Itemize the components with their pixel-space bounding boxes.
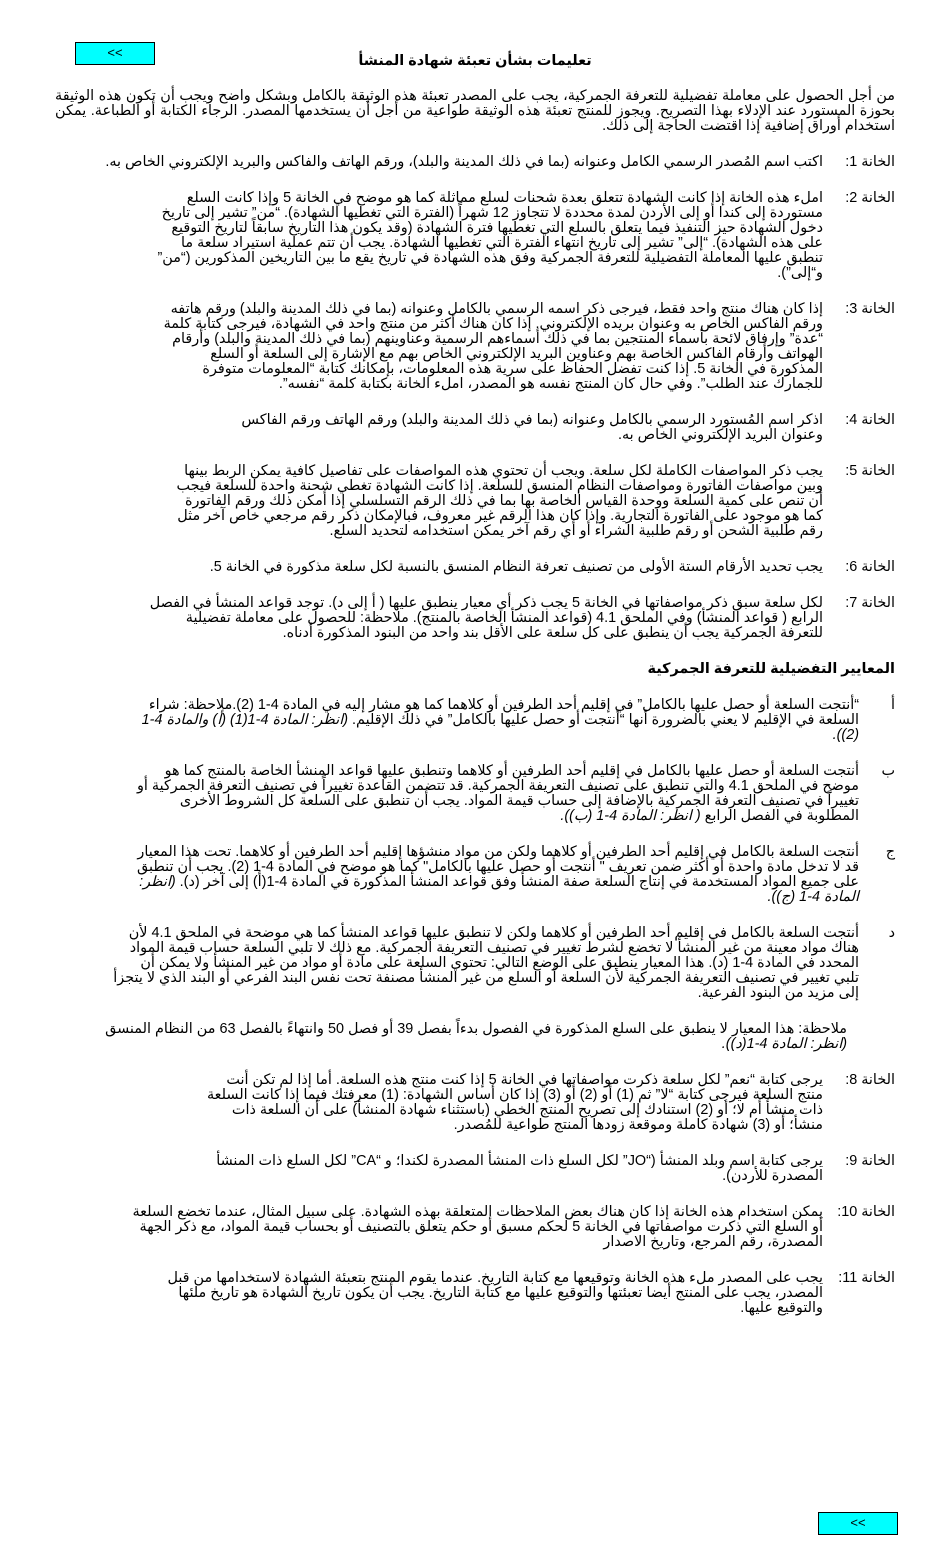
field-instruction xyxy=(55,1154,895,1184)
field-text: يجب تحديد الأرقام الستة الأولى من تصنيف تعرفة النظام المنسق بالنسبة لكل سلعة مذكورة في الخانة 5. xyxy=(209,559,823,575)
criterion-item xyxy=(55,845,895,905)
field-text: لكل سلعة سبق ذكر مواصفاتها في الخانة 5 يجب ذكر أي معيار ينطبق عليها ( أ إلى د). توجد قواعد المنشأ في الفصل الرابع ( قواعد المنشأ) وفي الملحق 4.1 (قواعد المنشأ الخاصة بالمنتج). ملاحظة: للحصول على معاملة تفضيلية للتعرفة الجمركية يجب أن ينطبق على كل سلعة على الأقل بند واحد من البنود المذكورة أدناه. xyxy=(149,595,823,641)
page-title: تعليمات بشأن تعبئة شهادة المنشأ xyxy=(358,53,592,69)
field-instruction xyxy=(55,596,895,641)
criteria-heading: المعايير التفضيلية للتعرفة الجمركية xyxy=(647,661,895,677)
field-instruction xyxy=(55,560,895,575)
field-text: إذا كان هناك منتج واحد فقط، فيرجى ذكر اسمه الرسمي بالكامل وعنوانه (بما في ذلك المدينة والبلد) ورقم هاتفه ورقم الفاكس الخاص به وعنوان بريده الإلكتروني. إذا كان هناك أكثر من منتج واحد في الشهادة، فيرجى كتابة كلمة “عدة” وإرفاق لائحة بأسماء المنتجين بما في ذلك أسماءهم الرسمية وعناوينهم (بما في ذلك المدينة والبلد) وأرقام الهواتف وأرقام الفاكس الخاصة بهم وعناوين البريد الإلكتروني الخاص بهم مع الإشارة إلى السلعة أو السلع المذكورة في الخانة 5. إذا كنت تفضل الحفاظ على سرية هذه المعلومات، بإمكانك كتابة “المعلومات متوفرة للجمارك عند الطلب”. وفي حال كان المنتج نفسه هو المصدر، املء الخانة بكتابة كلمة “نفسه”. xyxy=(163,301,823,392)
field-label: الخانة 3: xyxy=(845,301,895,317)
criteria-note xyxy=(55,1022,895,1052)
field-label: الخانة 2: xyxy=(845,190,895,206)
field-instruction xyxy=(55,155,895,170)
criterion-text: “أنتجت السلعة أو حصل عليها بالكامل” في إقليم أحد الطرفين أو كلاهما كما هو مشار إليه في المادة 4-1 (2).ملاحظة: شراء السلعة في الإقليم لا يعني بالضرورة أنها “أنتجت أو حصل عليها بالكامل” في ذلك الإقليم. xyxy=(148,697,859,728)
field-instruction xyxy=(55,1271,895,1316)
field-label: الخانة 11: xyxy=(838,1270,895,1286)
criteria-list xyxy=(55,698,895,1001)
field-instruction xyxy=(55,1073,895,1133)
field-text: املء هذه الخانة إذا كانت الشهادة تتعلق بعدة شحنات لسلع مماثلة كما هو موضح في الخانة 5 وإذا كانت السلع مستوردة إلى كندا أو إلى الأردن لمدة محددة لا تتجاوز 12 شهراً (الفترة التي تغطيها الشهادة). “من” تشير إلى تاريخ دخول الشهادة حيز التنفيذ فيما يتعلق بالسلع التي تغطيها فترة الشهادة (وقد يكون هذا التاريخ سابقاً لتاريخ التوقيع على هذه الشهادة). “إلى” تشير إلى تاريخ انتهاء الفترة التي تغطيها الشهادة. يجب أن تتم عملية استيراد سلعة ما تنطبق عليها المعاملة التفضيلية للتعرفة الجمركية وفق هذه الشهادة في تاريخ يقع ما بين التاريخين المذكورين (“من” و“إلى”). xyxy=(157,190,823,281)
criterion-item xyxy=(55,764,895,824)
note-text: ملاحظة: هذا المعيار لا ينطبق على السلع المذكورة في الفصول بدءاً بفصل 39 أو فصل 50 وانتهاءً بالفصل 63 من النظام المنسق xyxy=(105,1021,847,1037)
back-button-top[interactable]: << xyxy=(75,42,155,65)
field-instruction xyxy=(55,1205,895,1250)
criterion-text: أنتجت السلعة بالكامل في إقليم أحد الطرفين أو كلاهما ولكن لا تنطبق عليها قواعد المنشأ كما هي موضحة في الملحق 4.1 لأن هناك مواد معينة من غير المنشأ لا تخضع لشرط تغيير في تصنيف التعريفة الجمركية. مع ذلك لا تلبي السلعة حساب قيمة المواد المحدد في المادة 4-1 (د). هذا المعيار ينطبق على الوضع التالي: تحتوي السلعة على مادة أو مواد من غير المنشأ ولا يمكن أن تلبي تغيير في تصنيف التعريفة الجمركية لأن السلعة أو السلع من غير المنشأ مصنفة تحت نفس البند الفرعي أو البند الذي لا يتجزأ إلى مزيد من البنود الفرعية. xyxy=(113,925,859,1001)
field-label: الخانة 10: xyxy=(837,1204,895,1220)
criterion-text: أنتجت السلعة بالكامل في إقليم أحد الطرفين أو كلاهما ولكن من مواد منشؤها إقليم أحد الطرفين أو كلاهما. تحت هذا المعيار قد لا تدخل مادة واحدة أو أكثر ضمن تعريف " أنتجت أو حصل عليها بالكامل" كما هو موضح في المادة 4-1 (2). يجب أن تنطبق على جميع المواد المستخدمة في إنتاج السلعة صفة المنشأ وفق قواعد المنشأ المذكورة في المادة 4-1(أ) إلى آخر (د). xyxy=(137,844,859,890)
criterion-label: د xyxy=(888,925,895,941)
criterion-label: ج xyxy=(885,844,895,860)
field-label: الخانة 5: xyxy=(845,463,895,479)
field-instructions-tail xyxy=(55,1073,895,1316)
criterion-item xyxy=(55,926,895,1001)
criterion-label: أ xyxy=(891,697,895,713)
back-button-bottom[interactable]: << xyxy=(818,1512,898,1535)
field-text: يرجى كتابة اسم وبلد المنشأ (“JO” لكل السلع ذات المنشأ المصدرة لكندا؛ و “CA” لكل السلع ذات المنشأ المصدرة للأردن). xyxy=(216,1153,823,1184)
field-label: الخانة 1: xyxy=(845,154,895,170)
note-reference: (انظر: المادة 4-1(د)). xyxy=(721,1036,847,1052)
field-instruction xyxy=(55,302,895,392)
criterion-item xyxy=(55,698,895,743)
field-label: الخانة 9: xyxy=(845,1153,895,1169)
field-text: يمكن استخدام هذه الخانة إذا كان هناك بعض الملاحظات المتعلقة بهذه الشهادة. على سبيل المثال، عندما تخضع السلعة أو السلع التي ذكرت مواصفاتها في الخانة 5 لحكم مسبق أو حكم يتعلق بالتصنيف أو بحساب قيمة المواد، مع ذكر الجهة المصدرة، رقم المرجع، وتاريخ الاصدار xyxy=(132,1204,823,1250)
instructions-page xyxy=(55,50,895,1337)
field-label: الخانة 4: xyxy=(845,412,895,428)
field-instructions-list xyxy=(55,155,895,641)
criterion-reference: ( انظر: المادة 4-1 (ب)). xyxy=(560,808,701,824)
criterion-text: أنتجت السلعة أو حصل عليها بالكامل في إقليم أحد الطرفين أو كلاهما وتنطبق عليها قواعد المنشأ الخاصة بالمنتج كما هو موضح في الملحق 4.1 والتي تنطبق على تصنيف التعريفة الجمركية. قد تتضمن القاعدة تغييراً في تصنيف التعرفة الجمركية أو تغييراً في تصنيف التعرفة الجمركية بالإضافة إلى حساب قيمة المواد. يجب أن تنطبق على السلعة كل الشروط الأخرى المطلوبة في الفصل الرابع xyxy=(136,763,859,824)
field-instruction xyxy=(55,191,895,281)
field-text: اكتب اسم المُصدر الرسمي الكامل وعنوانه (بما في ذلك المدينة والبلد)، ورقم الهاتف والفاكس والبريد الإلكتروني الخاص به. xyxy=(105,154,823,170)
field-instruction xyxy=(55,413,895,443)
field-instruction xyxy=(55,464,895,539)
intro-paragraph: من أجل الحصول على معاملة تفضيلية للتعرفة الجمركية، يجب على المصدر تعبئة هذه الوثيقة بالكامل وبشكل واضح ويجب أن تكون هذه الوثيقة بحوزة المستورد عند الإدلاء بهذا التصريح. ويجوز للمنتج تعبئة هذه الوثيقة طواعية من أجل أن يستخدمها المصدر. الرجاء الكتابة أو الطباعة. يمكن استخدام أوراق إضافية إذا اقتضت الحاجة إلى ذلك. xyxy=(55,88,895,134)
criterion-reference: (انظر: المادة 4-1(1) (أ) والمادة 4-1 (2)). xyxy=(141,712,859,743)
field-text: يرجى كتابة “نعم” لكل سلعة ذكرت مواصفاتها في الخانة 5 إذا كنت منتج هذه السلعة. أما إذا لم تكن أنت منتج السلعة فيرجى كتابة “لا” ثم (1) أو (2) أو (3) إذا كان أساس الشهادة: (1) معرفتك فيما إذا كانت السلعة ذات منشأ أم لا؛ أو (2) استنادك إلى تصريح المنتج الخطي (باستثناء شهادة المنشأ) على أن السلعة ذات منشأ؛ أو (3) شهادة كاملة وموقعة زودها المنتج طواعية للمُصدر. xyxy=(206,1072,823,1133)
field-label: الخانة 6: xyxy=(845,559,895,575)
field-text: يجب ذكر المواصفات الكاملة لكل سلعة. ويجب أن تحتوي هذه المواصفات على تفاصيل كافية يمكن الربط بينها وبين مواصفات الفاتورة ومواصفات النظام المنسق للسلعة. إذا كانت الشهادة تغطي شحنة واحدة للسلعة فيجب أن تنص على كمية السلعة ووحدة القياس الخاصة بها بما في ذلك الرقم التسلسلي إذا أمكن ذلك ورقم الفاتورة كما هو موجود على الفاتورة التجارية. وإذا كان هذا الرقم غير معروف، فبالإمكان ذكر رقم مرجعي خاص آخر مثل رقم طلبية الشحن أو رقم طلبية الشراء أو أي رقم آخر يمكن استخدامه لتحديد السلع. xyxy=(176,463,823,539)
field-text: اذكر اسم المُستورد الرسمي بالكامل وعنوانه (بما في ذلك المدينة والبلد) ورقم الهاتف ورقم الفاكس وعنوان البريد الإلكتروني الخاص به. xyxy=(241,412,823,443)
field-label: الخانة 8: xyxy=(845,1072,895,1088)
criterion-label: ب xyxy=(881,763,895,779)
field-label: الخانة 7: xyxy=(845,595,895,611)
criterion-reference: (انظر: المادة 4-1 (ج)). xyxy=(139,874,859,905)
field-text: يجب على المصدر ملء هذه الخانة وتوقيعها مع كتابة التاريخ. عندما يقوم المنتج بتعبئة الشهادة لاستخدامها من قبل المصدر، يجب على المنتج أيضا تعبئتها والتوقيع عليها مع كتابة التاريخ. يجب أن يكون تاريخ الشهادة هو تاريخ ملئها والتوقيع عليها. xyxy=(167,1270,823,1316)
